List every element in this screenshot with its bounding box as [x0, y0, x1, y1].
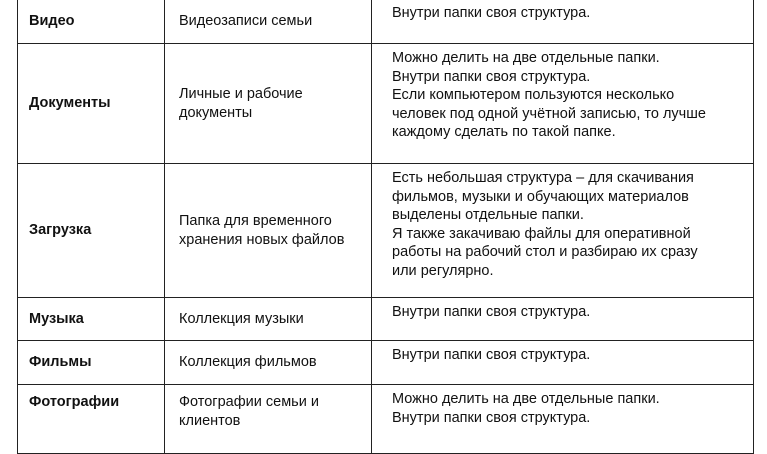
- folder-name: Видео: [29, 12, 75, 29]
- folder-description-cell: [165, 385, 372, 454]
- notes-line: Есть небольшая структура – для скачивания: [392, 170, 694, 186]
- folder-notes-cell: [372, 164, 754, 298]
- folder-name-cell: [18, 0, 165, 44]
- notes-line: или регулярно.: [392, 262, 494, 279]
- folder-name-cell: [18, 164, 165, 298]
- folder-name: Музыка: [29, 310, 84, 327]
- folder-notes-cell: [372, 385, 754, 454]
- folder-name: Документы: [29, 95, 111, 112]
- description-line: Папка для временного: [179, 213, 332, 229]
- folder-name: Фотографии: [29, 394, 120, 410]
- folder-description-cell: [165, 44, 372, 164]
- notes-line: Внутри папки своя структура.: [392, 5, 591, 21]
- folder-description-cell: [165, 298, 372, 341]
- folder-name-cell: [18, 44, 165, 164]
- notes-line: Внутри папки своя структура.: [392, 68, 591, 85]
- notes-line: человек под одной учётной записью, то лучше: [392, 105, 706, 122]
- folder-notes-cell: [372, 44, 754, 164]
- table-row: [18, 164, 754, 298]
- notes-line: Можно делить на две отдельные папки.: [392, 391, 660, 407]
- folder-name: Загрузка: [29, 222, 92, 239]
- folder-notes-cell: [372, 341, 754, 385]
- description-line: клиентов: [179, 412, 241, 429]
- description-line: Видеозаписи семьи: [179, 12, 313, 29]
- description-line: Коллекция музыки: [179, 310, 304, 327]
- folder-notes-cell: [372, 0, 754, 44]
- table-row: [18, 385, 754, 454]
- folder-name-cell: [18, 385, 165, 454]
- table-row: [18, 341, 754, 385]
- description-line: Личные и рабочие: [179, 86, 303, 102]
- folder-description-cell: [165, 0, 372, 44]
- description-line: Фотографии семьи и: [179, 394, 319, 410]
- notes-line: каждому сделать по такой папке.: [392, 124, 616, 140]
- folder-notes-cell: [372, 298, 754, 341]
- notes-line: Внутри папки своя структура.: [392, 304, 591, 320]
- notes-line: работы на рабочий стол и разбираю их сразу: [392, 244, 698, 260]
- folders-table: [17, 0, 754, 454]
- notes-line: Я также закачиваю файлы для оперативной: [392, 225, 691, 242]
- description-line: хранения новых файлов: [179, 231, 345, 248]
- table-row: [18, 44, 754, 164]
- folder-name-cell: [18, 298, 165, 341]
- table-row: [18, 0, 754, 44]
- notes-line: Если компьютером пользуются несколько: [392, 87, 675, 103]
- notes-line: выделены отдельные папки.: [392, 207, 584, 223]
- folder-description-cell: [165, 341, 372, 385]
- notes-line: Внутри папки своя структура.: [392, 347, 591, 363]
- folder-name: Фильмы: [29, 354, 92, 371]
- folder-name-cell: [18, 341, 165, 385]
- description-line: документы: [179, 104, 253, 121]
- description-line: Коллекция фильмов: [179, 354, 317, 371]
- notes-line: фильмов, музыки и обучающих материалов: [392, 188, 689, 205]
- notes-line: Можно делить на две отдельные папки.: [392, 50, 660, 66]
- table-row: [18, 298, 754, 341]
- notes-line: Внутри папки своя структура.: [392, 409, 591, 426]
- folder-description-cell: [165, 164, 372, 298]
